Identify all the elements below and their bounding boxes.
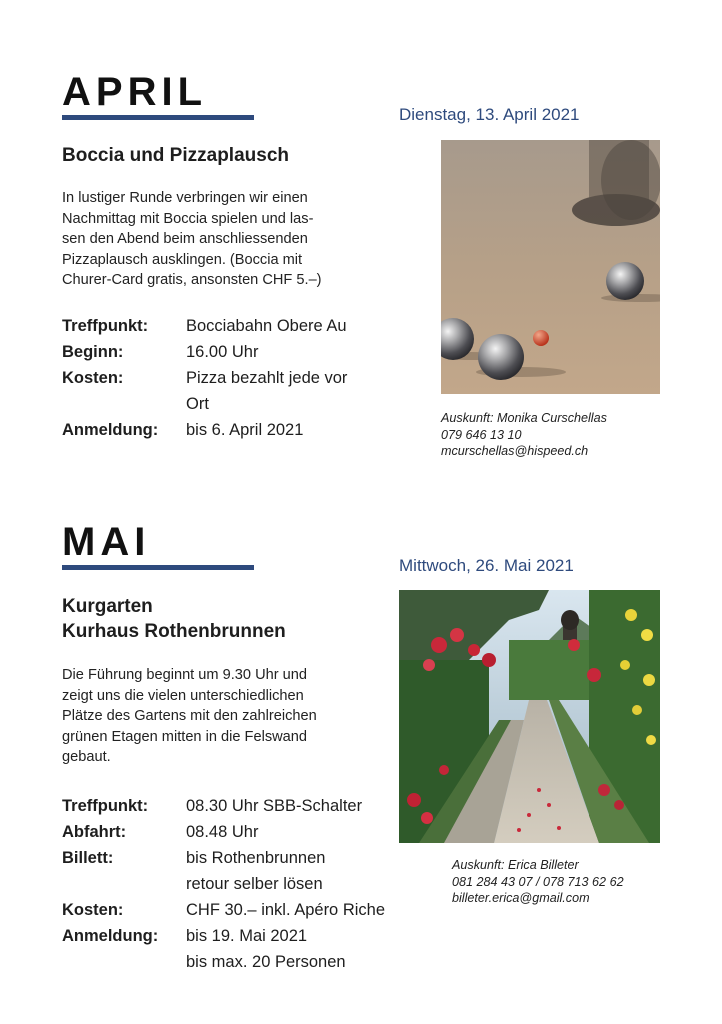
detail-row-kosten	[62, 897, 385, 923]
detail-value-line: Pizza bezahlt jede vor	[186, 369, 348, 387]
description-line: In lustiger Runde verbringen wir einen	[62, 190, 308, 206]
event-description-mai	[62, 665, 317, 768]
description-line: Nachmittag mit Boccia spielen und las-	[62, 210, 314, 227]
detail-label: Kosten:	[62, 901, 124, 919]
boccia-balls-photo	[441, 140, 660, 394]
detail-row-anmeldung	[62, 417, 347, 443]
event-description-april	[62, 188, 322, 291]
month-title-mai: MAI	[62, 520, 151, 564]
description-line: Plätze des Gartens mit den zahlreichen	[62, 708, 317, 724]
contact-email[interactable]: billeter.erica@gmail.com	[452, 891, 590, 905]
detail-row-abfahrt	[62, 819, 385, 845]
detail-row-billett	[62, 845, 385, 897]
detail-row-anmeldung	[62, 923, 385, 975]
detail-value: 08.30 Uhr SBB-Schalter	[186, 797, 363, 815]
description-line: Pizzaplausch ausklingen. (Boccia mit	[62, 251, 303, 268]
detail-row-beginn	[62, 339, 347, 365]
detail-row-kosten	[62, 365, 347, 417]
detail-row-treffpunkt	[62, 793, 385, 819]
detail-label: Kosten:	[62, 369, 124, 387]
detail-value: CHF 30.– inkl. Apéro Riche	[186, 901, 386, 919]
contact-name: Auskunft: Monika Curschellas	[441, 411, 607, 425]
detail-value-line: bis Rothenbrunnen	[186, 849, 326, 867]
detail-label: Billett:	[62, 849, 114, 867]
detail-label: Anmeldung:	[62, 421, 159, 439]
detail-value: 16.00 Uhr	[186, 343, 259, 361]
contact-mai	[452, 857, 624, 907]
description-line: grünen Etagen mitten in die Felswand	[62, 728, 308, 745]
event-title-mai	[62, 594, 286, 644]
detail-row-treffpunkt	[62, 313, 347, 339]
month-title-april: APRIL	[62, 70, 207, 114]
detail-value	[186, 845, 325, 897]
event-date-april: Dienstag, 13. April 2021	[399, 105, 580, 124]
description-line: gebaut.	[62, 749, 111, 765]
contact-phone: 079 646 13 10	[441, 427, 522, 442]
detail-label: Abfahrt:	[62, 823, 127, 841]
event-title-mai-line2: Kurhaus Rothenbrunnen	[62, 621, 286, 642]
contact-april	[441, 410, 607, 460]
event-date-mai: Mittwoch, 26. Mai 2021	[399, 556, 574, 575]
detail-value	[186, 923, 346, 975]
description-line: Die Führung beginnt um 9.30 Uhr und	[62, 667, 308, 683]
event-title-april-text: Boccia und Pizzaplausch	[62, 145, 289, 166]
detail-label: Treffpunkt:	[62, 797, 149, 815]
contact-phone: 081 284 43 07 / 078 713 62 62	[452, 874, 624, 889]
detail-value-line: bis 19. Mai 2021	[186, 927, 308, 945]
detail-value	[186, 365, 347, 417]
contact-name: Auskunft: Erica Billeter	[452, 858, 579, 872]
detail-value: 08.48 Uhr	[186, 823, 259, 841]
description-line: sen den Abend beim anschliessenden	[62, 231, 308, 247]
detail-value-line: Ort	[186, 395, 209, 413]
event-details-mai	[62, 793, 385, 975]
detail-value: Bocciabahn Obere Au	[186, 317, 347, 335]
month-underline-april	[62, 115, 254, 120]
description-line: zeigt uns die vielen unterschiedlichen	[62, 687, 304, 704]
event-details-april	[62, 313, 347, 443]
event-title-mai-line1: Kurgarten	[62, 596, 153, 617]
month-underline-mai	[62, 565, 254, 570]
event-title-april	[62, 143, 289, 168]
detail-value-line: retour selber lösen	[186, 875, 323, 893]
detail-label: Beginn:	[62, 343, 124, 361]
detail-value-line: bis max. 20 Personen	[186, 953, 346, 971]
detail-label: Anmeldung:	[62, 927, 159, 945]
contact-email[interactable]: mcurschellas@hispeed.ch	[441, 444, 589, 458]
garden-path-photo	[399, 590, 660, 843]
description-line: Churer-Card gratis, ansonsten CHF 5.–)	[62, 272, 322, 288]
detail-value: bis 6. April 2021	[186, 421, 304, 439]
detail-label: Treffpunkt:	[62, 317, 149, 335]
